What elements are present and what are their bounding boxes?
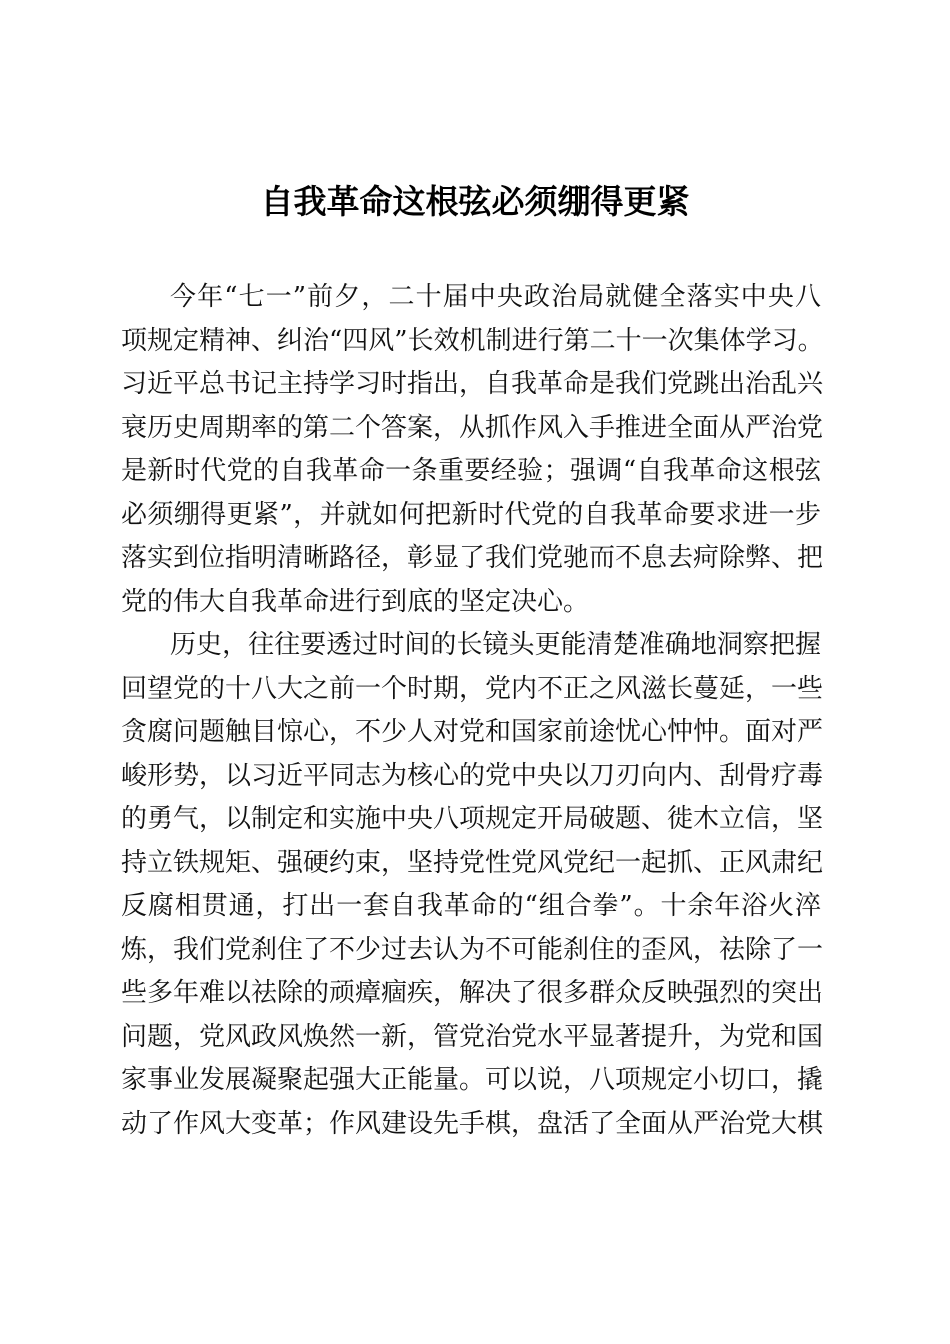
paragraph-line: 历史，往往要透过时间的长镜头更能清楚准确地洞察把握: [170, 630, 821, 660]
paragraph-line: 些多年难以祛除的顽瘴痼疾，解决了很多群众反映强烈的突出: [121, 978, 824, 1008]
paragraph-line: 今年“七一”前夕，二十届中央政治局就健全落实中央八: [170, 282, 821, 312]
paragraph-line: 党的伟大自我革命进行到底的坚定决心。: [121, 586, 590, 617]
paragraph-line: 动了作风大变革；作风建设先手棋，盘活了全面从严治党大棋: [121, 1108, 824, 1139]
paragraph-line: 必须绷得更紧”，并就如何把新时代党的自我革命要求进一步: [121, 499, 821, 530]
document-title: 自我革命这根弦必须绷得更紧: [260, 182, 690, 221]
document-body: [121, 276, 824, 1146]
paragraph-line: 反腐相贯通，打出一套自我革命的“组合拳”。十余年浴火淬: [121, 891, 821, 921]
paragraph-line: 习近平总书记主持学习时指出，自我革命是我们党跳出治乱兴: [121, 369, 824, 399]
paragraph-line: 持立铁规矩、强硬约束，坚持党性党风党纪一起抓、正风肃纪: [121, 847, 824, 878]
paragraph-line: 家事业发展凝聚起强大正能量。可以说，八项规定小切口，撬: [121, 1065, 824, 1095]
paragraph-line: 是新时代党的自我革命一条重要经验；强调“自我革命这根弦: [121, 456, 821, 486]
paragraph-line: 衰历史周期率的第二个答案，从抓作风入手推进全面从严治党: [121, 412, 824, 443]
paragraph-line: 问题，党风政风焕然一新，管党治党水平显著提升，为党和国: [121, 1021, 824, 1052]
paragraph-line: 的勇气，以制定和实施中央八项规定开局破题、徙木立信，坚: [121, 804, 824, 834]
paragraph-line: 回望党的十八大之前一个时期，党内不正之风滋长蔓延，一些: [121, 673, 824, 704]
paragraph-line: 项规定精神、纠治“四风”长效机制进行第二十一次集体学习。: [121, 325, 824, 356]
paragraph-line: 落实到位指明清晰路径，彰显了我们党驰而不息去疴除弊、把: [121, 543, 824, 573]
paragraph-line: 炼，我们党刹住了不少过去认为不可能刹住的歪风，祛除了一: [121, 934, 824, 965]
paragraph-2: [121, 624, 824, 1146]
paragraph-line: 峻形势，以习近平同志为核心的党中央以刀刃向内、刮骨疗毒: [121, 760, 824, 791]
paragraph-line: 贪腐问题触目惊心，不少人对党和国家前途忧心忡忡。面对严: [121, 717, 824, 747]
paragraph-1: [121, 276, 824, 624]
